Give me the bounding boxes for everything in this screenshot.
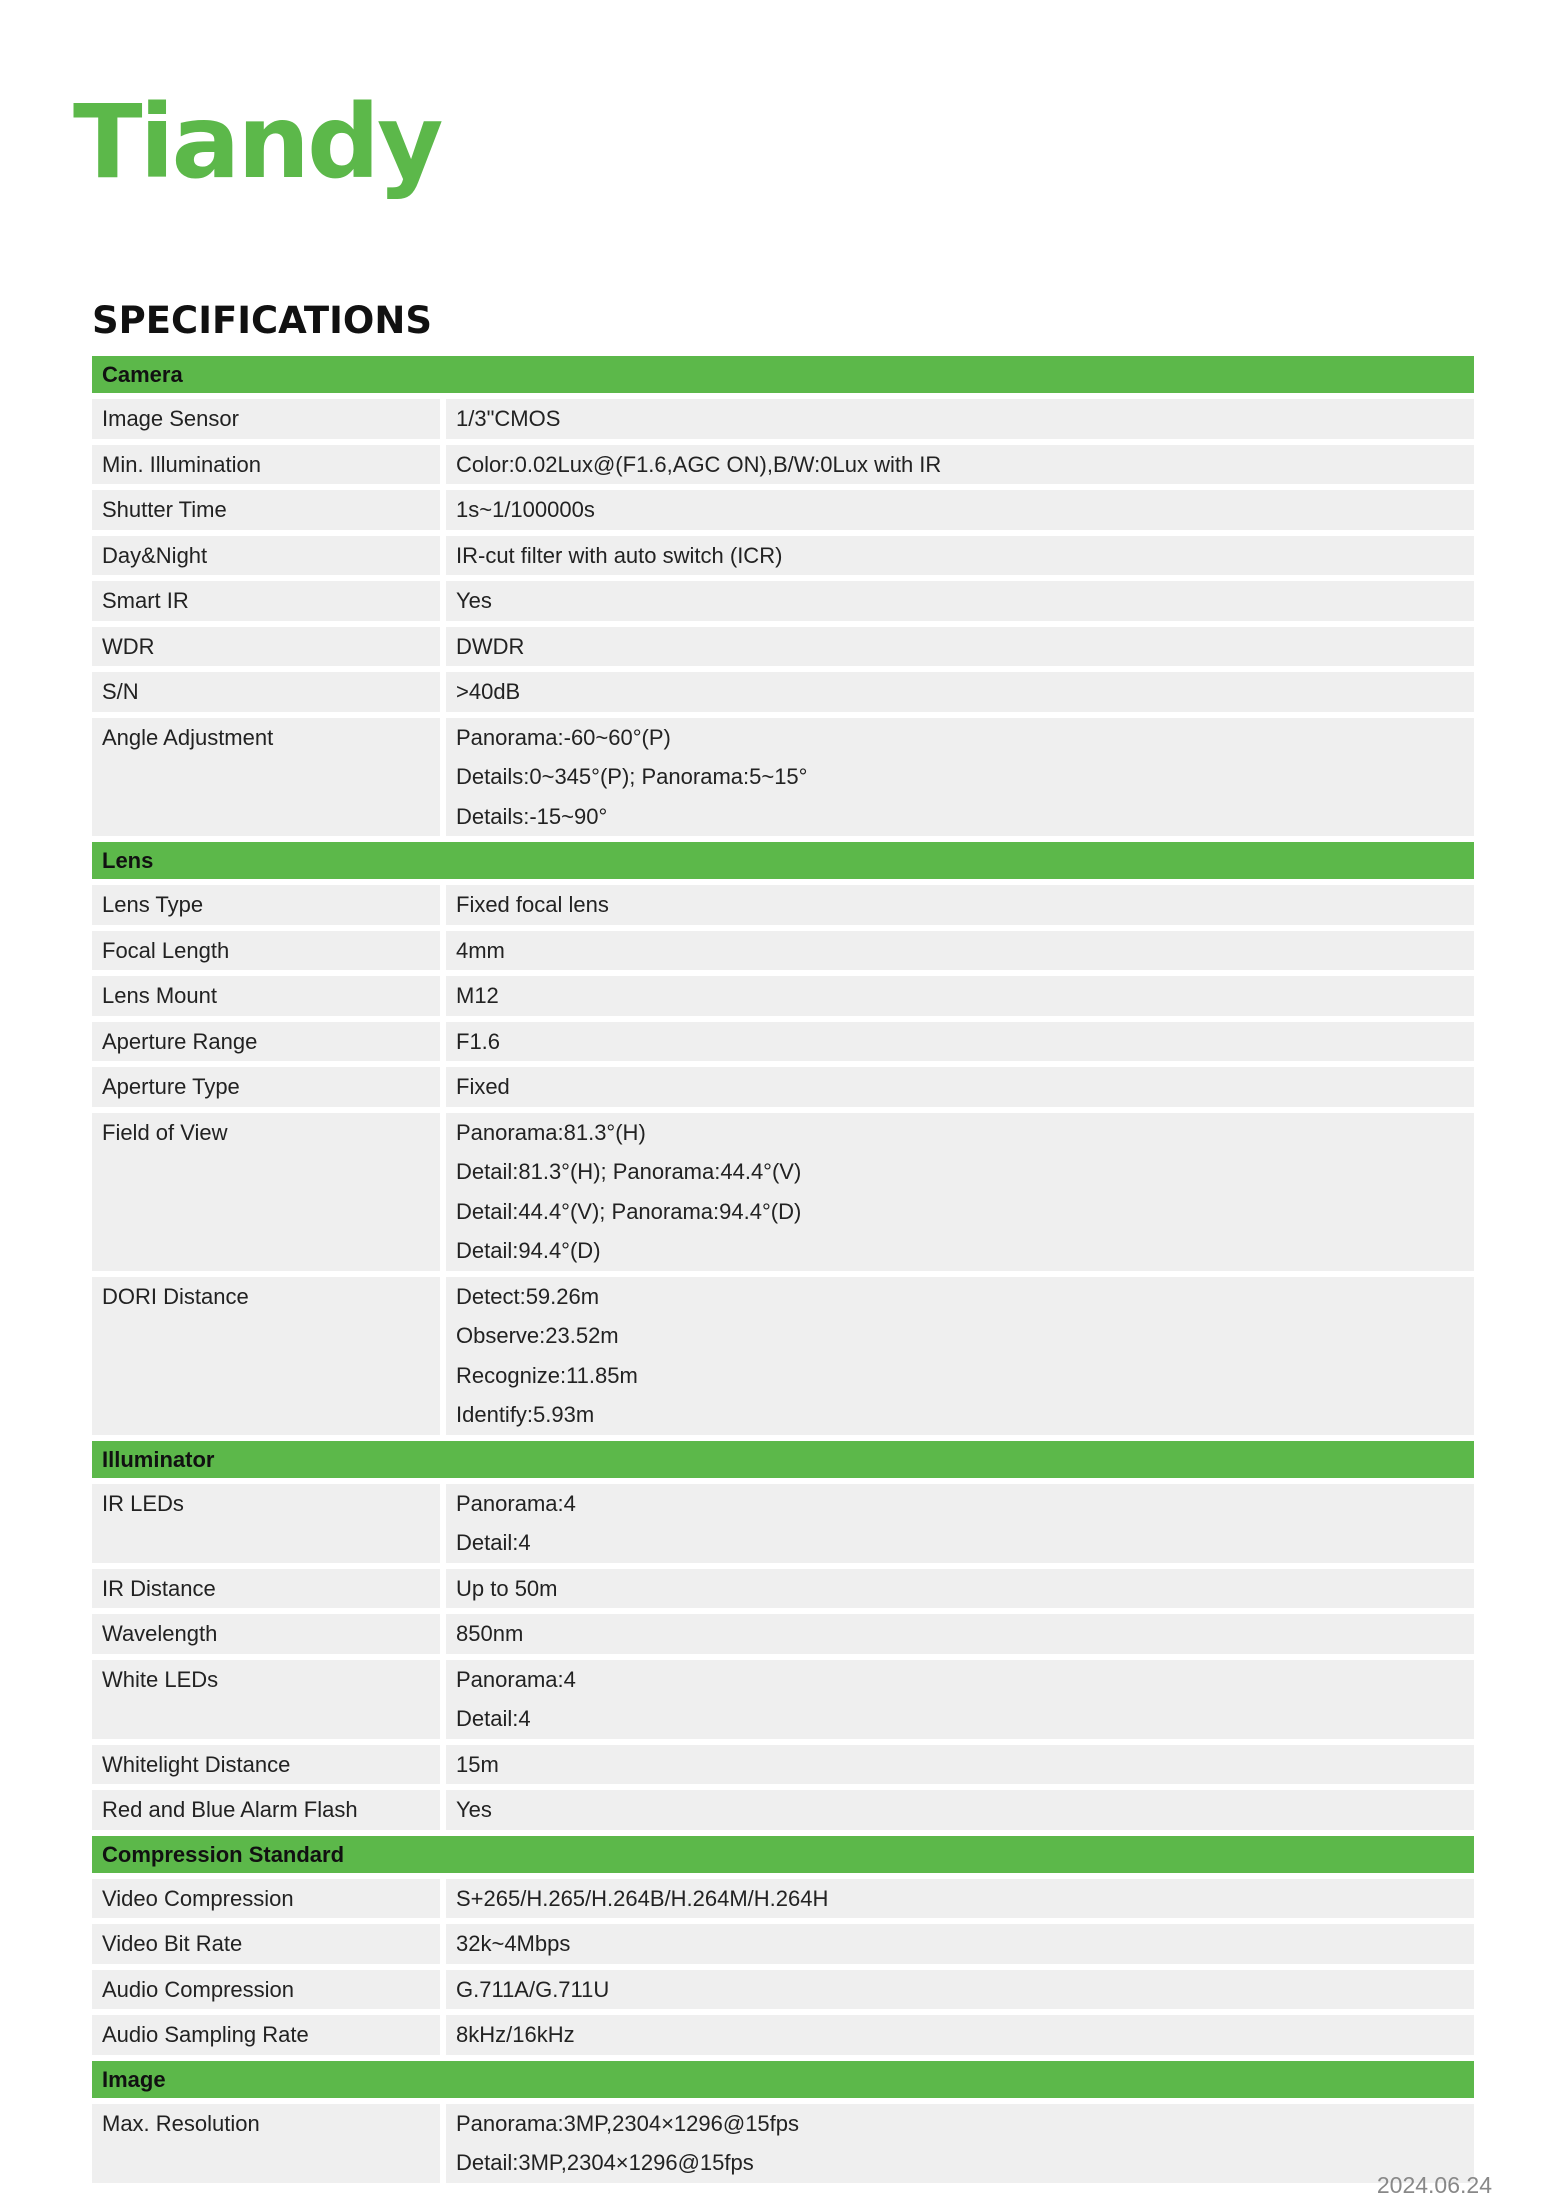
spec-row <box>92 1614 1474 1654</box>
spec-value-line: G.711A/G.711U <box>456 1976 610 2002</box>
spec-value <box>446 1790 1474 1830</box>
spec-row <box>92 1790 1474 1830</box>
spec-value <box>446 1277 1474 1435</box>
spec-value-line: Details:-15~90° <box>456 803 608 829</box>
spec-row <box>92 399 1474 439</box>
spec-row <box>92 1970 1474 2010</box>
spec-label: Max. Resolution <box>92 2104 440 2183</box>
spec-label: Wavelength <box>92 1614 440 1654</box>
spec-value-line: Observe:23.52m <box>456 1323 619 1348</box>
spec-value <box>446 718 1474 837</box>
spec-label: Field of View <box>92 1113 440 1271</box>
spec-value-line: Yes <box>456 1797 492 1822</box>
spec-value-line: Detail:44.4°(V); Panorama:94.4°(D) <box>456 1198 802 1224</box>
spec-row <box>92 718 1474 837</box>
tiandy-logo: Tiandy <box>73 83 441 202</box>
spec-label: Focal Length <box>92 931 440 971</box>
spec-value <box>446 399 1474 439</box>
spec-row <box>92 931 1474 971</box>
spec-value <box>446 1484 1474 1563</box>
spec-value-line: M12 <box>456 983 499 1008</box>
spec-row <box>92 581 1474 621</box>
spec-value-line: Panorama:3MP,2304×1296@15fps <box>456 2110 800 2136</box>
spec-row <box>92 1067 1474 1107</box>
spec-value-line: F1.6 <box>456 1028 501 1054</box>
spec-row <box>92 1113 1474 1271</box>
spec-label: S/N <box>92 672 440 712</box>
spec-value-line: Detail:4 <box>456 1706 531 1731</box>
spec-value <box>446 2104 1474 2183</box>
spec-value-line: Detail:94.4°(D) <box>456 1238 601 1263</box>
section-header-illuminator: Illuminator <box>92 1441 1474 1478</box>
spec-label: Image Sensor <box>92 399 440 439</box>
spec-value <box>446 536 1474 576</box>
spec-value <box>446 672 1474 712</box>
spec-value-line: IR-cut filter with auto switch (ICR) <box>456 542 783 568</box>
spec-value-line: Panorama:4 <box>456 1490 576 1516</box>
spec-row <box>92 536 1474 576</box>
spec-value <box>446 1745 1474 1785</box>
spec-value <box>446 1660 1474 1739</box>
spec-value-line: Yes <box>456 588 492 613</box>
spec-label: Smart IR <box>92 581 440 621</box>
spec-label: Video Bit Rate <box>92 1924 440 1964</box>
spec-value <box>446 2015 1474 2055</box>
spec-row <box>92 1660 1474 1739</box>
spec-label: IR LEDs <box>92 1484 440 1563</box>
spec-value-line: Fixed focal lens <box>456 892 609 917</box>
spec-label: Lens Type <box>92 885 440 925</box>
spec-value-line: 32k~4Mbps <box>456 1931 571 1956</box>
spec-value <box>446 1970 1474 2010</box>
spec-value <box>446 885 1474 925</box>
spec-label: Angle Adjustment <box>92 718 440 837</box>
spec-value-line: S+265/H.265/H.264B/H.264M/H.264H <box>456 1885 829 1911</box>
spec-value <box>446 1022 1474 1062</box>
spec-value-line: Panorama:4 <box>456 1666 576 1692</box>
spec-label: Day&Night <box>92 536 440 576</box>
spec-value-line: Detail:81.3°(H); Panorama:44.4°(V) <box>456 1159 802 1184</box>
spec-row <box>92 1924 1474 1964</box>
spec-value <box>446 581 1474 621</box>
spec-value-line: 15m <box>456 1751 499 1777</box>
spec-row <box>92 1277 1474 1435</box>
spec-value <box>446 490 1474 530</box>
spec-value-line: 1/3"CMOS <box>456 406 561 431</box>
spec-row <box>92 490 1474 530</box>
spec-row <box>92 885 1474 925</box>
spec-value <box>446 976 1474 1016</box>
spec-label: Shutter Time <box>92 490 440 530</box>
spec-value <box>446 1879 1474 1919</box>
document-date: 2024.06.24 <box>1376 2172 1492 2198</box>
spec-row <box>92 627 1474 667</box>
spec-label: White LEDs <box>92 1660 440 1739</box>
spec-label: Aperture Type <box>92 1067 440 1107</box>
spec-label: Whitelight Distance <box>92 1745 440 1785</box>
spec-value-line: 850nm <box>456 1621 524 1646</box>
spec-row <box>92 445 1474 485</box>
spec-value-line: DWDR <box>456 633 525 659</box>
spec-row <box>92 1745 1474 1785</box>
spec-value-line: Detect:59.26m <box>456 1283 600 1309</box>
spec-value-line: Details:0~345°(P); Panorama:5~15° <box>456 764 808 789</box>
spec-value-line: 8kHz/16kHz <box>456 2022 575 2047</box>
spec-label: WDR <box>92 627 440 667</box>
spec-value <box>446 627 1474 667</box>
spec-value <box>446 1924 1474 1964</box>
section-header-compression-standard: Compression Standard <box>92 1836 1474 1873</box>
spec-value <box>446 1113 1474 1271</box>
spec-row <box>92 2015 1474 2055</box>
spec-value-line: >40dB <box>456 679 521 704</box>
spec-value-line: Up to 50m <box>456 1575 558 1601</box>
spec-value-line: Panorama:-60~60°(P) <box>456 724 671 750</box>
spec-value-line: Detail:3MP,2304×1296@15fps <box>456 2150 754 2175</box>
spec-value-line: Fixed <box>456 1074 510 1099</box>
spec-value <box>446 931 1474 971</box>
spec-value <box>446 445 1474 485</box>
spec-label: Lens Mount <box>92 976 440 1016</box>
spec-label: Audio Sampling Rate <box>92 2015 440 2055</box>
spec-table <box>92 356 1474 2189</box>
spec-label: IR Distance <box>92 1569 440 1609</box>
section-header-camera: Camera <box>92 356 1474 393</box>
spec-label: Min. Illumination <box>92 445 440 485</box>
spec-label: Aperture Range <box>92 1022 440 1062</box>
spec-label: Audio Compression <box>92 1970 440 2010</box>
spec-value-line: Panorama:81.3°(H) <box>456 1119 646 1145</box>
spec-row <box>92 976 1474 1016</box>
spec-row <box>92 1569 1474 1609</box>
spec-row <box>92 1022 1474 1062</box>
spec-label: Video Compression <box>92 1879 440 1919</box>
spec-value-line: Identify:5.93m <box>456 1402 595 1427</box>
spec-row <box>92 1484 1474 1563</box>
section-header-image: Image <box>92 2061 1474 2098</box>
spec-value-line: 1s~1/100000s <box>456 497 595 522</box>
spec-label: DORI Distance <box>92 1277 440 1435</box>
spec-value <box>446 1614 1474 1654</box>
section-header-lens: Lens <box>92 842 1474 879</box>
page-title: SPECIFICATIONS <box>92 299 432 342</box>
spec-value-line: Recognize:11.85m <box>456 1362 638 1388</box>
spec-value-line: 4mm <box>456 937 505 963</box>
spec-value <box>446 1067 1474 1107</box>
spec-row <box>92 672 1474 712</box>
spec-row <box>92 2104 1474 2183</box>
spec-row <box>92 1879 1474 1919</box>
spec-value <box>446 1569 1474 1609</box>
spec-value-line: Color:0.02Lux@(F1.6,AGC ON),B/W:0Lux with IR <box>456 451 942 477</box>
spec-value-line: Detail:4 <box>456 1530 531 1555</box>
spec-label: Red and Blue Alarm Flash <box>92 1790 440 1830</box>
